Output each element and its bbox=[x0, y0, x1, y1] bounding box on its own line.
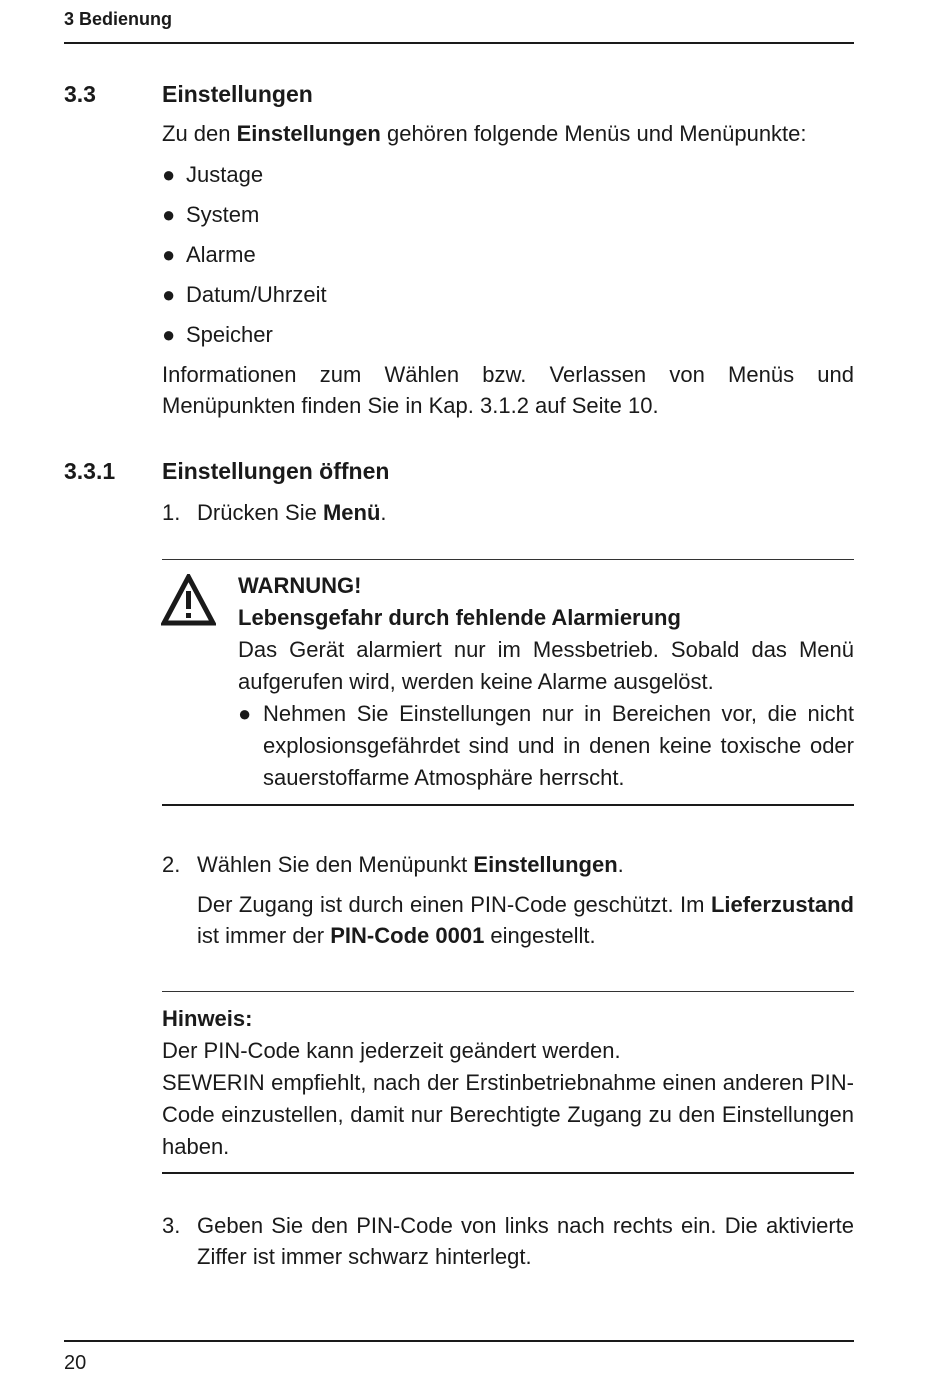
note-label: Hinweis: bbox=[162, 1006, 253, 1031]
warning-label: WARNUNG! bbox=[238, 573, 362, 598]
step-detail: Der Zugang ist durch einen PIN-Code geschützt. Im Lieferzustand ist immer der PIN-Code 0001 eingestellt. bbox=[197, 892, 854, 948]
warning-top-rule bbox=[162, 559, 854, 560]
list-item: ● Datum/Uhrzeit bbox=[162, 282, 327, 307]
warning-triangle-icon bbox=[161, 574, 216, 626]
step-text: Wählen Sie den Menüpunkt Einstellungen. bbox=[197, 852, 624, 877]
warning-bottom-rule bbox=[162, 804, 854, 806]
step-text: Drücken Sie Menü. bbox=[197, 500, 387, 525]
warning-headline: Lebensgefahr durch fehlende Alarmierung bbox=[238, 605, 681, 630]
step-number: 3. bbox=[162, 1213, 181, 1238]
warning-text: Das Gerät alarmiert nur im Messbetrieb. Sobald das Menü aufgerufen wird, werden keine Alarme ausgelöst. bbox=[238, 637, 854, 694]
note-block bbox=[162, 1003, 854, 1163]
header-rule bbox=[64, 42, 854, 44]
section-title: Einstellungen bbox=[162, 81, 313, 107]
list-item: ● Speicher bbox=[162, 322, 273, 347]
warning-block bbox=[238, 570, 854, 794]
list-item: ● Justage bbox=[162, 162, 264, 187]
list-item: ● Alarme bbox=[162, 242, 256, 267]
chapter-header: 3 Bedienung bbox=[64, 9, 173, 29]
subsection-title: Einstellungen öffnen bbox=[162, 458, 390, 484]
footer-rule bbox=[64, 1340, 854, 1342]
section-number: 3.3 bbox=[64, 81, 96, 107]
list-item: ● System bbox=[162, 202, 260, 227]
subsection-number: 3.3.1 bbox=[64, 458, 116, 484]
note-line: SEWERIN empfiehlt, nach der Erstinbetriebnahme einen anderen PIN-Code einzustellen, damit nur Berechtigte Zugang zu den Einstellungen haben. bbox=[162, 1070, 854, 1159]
warning-bullet: ● Nehmen Sie Einstellungen nur in Bereichen vor, die nicht explosionsgefährdet sind und in denen keine toxische oder sauerstoffarme Atmosphäre herrscht. bbox=[238, 701, 854, 790]
note-line: Der PIN-Code kann jederzeit geändert werden. bbox=[162, 1038, 621, 1063]
step-text: Geben Sie den PIN-Code von links nach rechts ein. Die aktivierte Ziffer ist immer schwarz hinterlegt. bbox=[197, 1213, 854, 1269]
note-top-rule bbox=[162, 991, 854, 992]
info-paragraph: Informationen zum Wählen bzw. Verlassen von Menüs und Menüpunkten finden Sie in Kap. 3.1.2 auf Seite 10. bbox=[162, 362, 854, 418]
step-number: 2. bbox=[162, 852, 181, 877]
intro-paragraph: Zu den Einstellungen gehören folgende Menüs und Menüpunkte: bbox=[162, 121, 807, 146]
note-bottom-rule bbox=[162, 1172, 854, 1174]
step-number: 1. bbox=[162, 500, 181, 525]
page-number: 20 bbox=[64, 1352, 87, 1374]
